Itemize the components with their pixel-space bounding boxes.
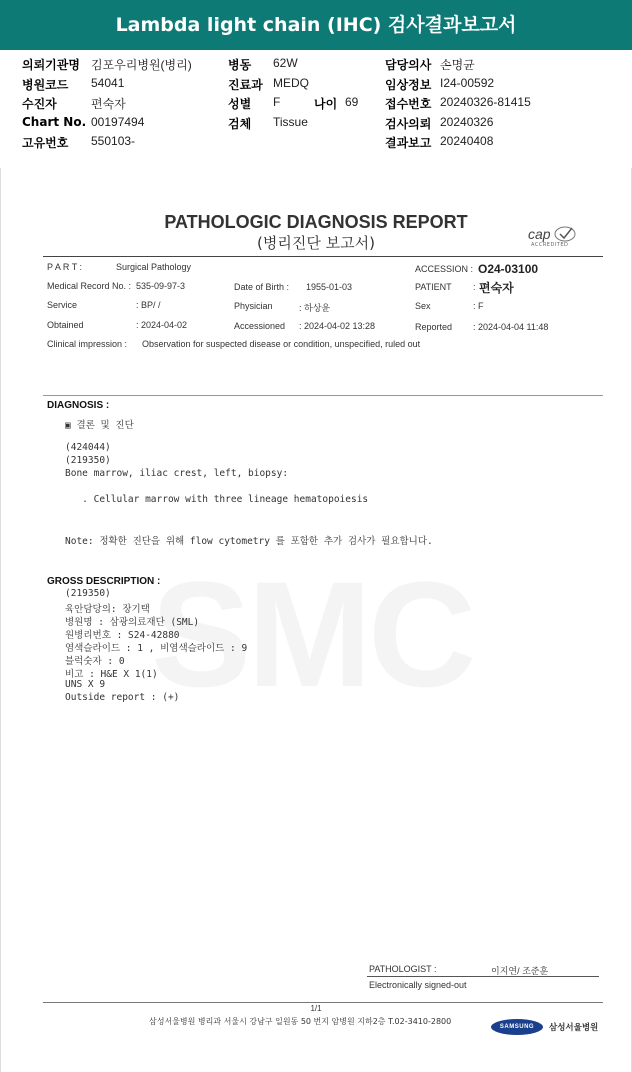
gross-line: Outside report : (+) bbox=[65, 692, 180, 703]
gross-line: 블럭숫자 : 0 bbox=[65, 656, 125, 667]
physician-label: Physician bbox=[234, 301, 273, 311]
info-value: 550103- bbox=[91, 134, 136, 148]
info-value: 20240326 bbox=[440, 115, 494, 129]
info-label: Chart No. bbox=[22, 115, 87, 129]
report-document bbox=[0, 168, 632, 1072]
info-value: 김포우리병원(병리) bbox=[91, 58, 192, 72]
patient-colon: : bbox=[473, 282, 476, 292]
info-row bbox=[0, 76, 632, 94]
clinical-impression-value: Observation for suspected disease or condition, unspecified, ruled out bbox=[142, 339, 421, 349]
info-value: 62W bbox=[273, 56, 298, 70]
info-value: 54041 bbox=[91, 76, 125, 90]
info-value: 편숙자 bbox=[91, 97, 126, 111]
info-value: I24-00592 bbox=[440, 76, 495, 90]
info-label: 진료과 bbox=[228, 78, 263, 92]
cap-check-icon bbox=[554, 226, 576, 242]
info-label: 임상정보 bbox=[385, 78, 432, 92]
info-label: 성별 bbox=[228, 97, 252, 111]
accessioned-value: : 2024-04-02 13:28 bbox=[299, 321, 376, 331]
service-label: Service bbox=[47, 300, 78, 310]
signed-out-text: Electronically signed-out bbox=[369, 980, 467, 990]
sex-value: : F bbox=[473, 301, 484, 311]
age-label: 나이 bbox=[314, 97, 338, 111]
dob-value: 1955-01-03 bbox=[306, 282, 353, 292]
page-number: 1/1 bbox=[310, 1004, 322, 1013]
info-label: 병동 bbox=[228, 58, 252, 72]
dob-label: Date of Birth : bbox=[234, 282, 290, 292]
part-value: Surgical Pathology bbox=[116, 262, 192, 272]
accessioned-label: Accessioned bbox=[234, 321, 286, 331]
info-value: 00197494 bbox=[91, 115, 145, 129]
info-value: F bbox=[273, 95, 281, 109]
info-label: 수진자 bbox=[22, 97, 57, 111]
reported-value: : 2024-04-04 11:48 bbox=[473, 322, 549, 332]
service-value: : BP/ / bbox=[136, 300, 161, 310]
info-label: 검체 bbox=[228, 117, 252, 131]
info-value: 손명균 bbox=[440, 58, 475, 72]
samsung-logo: SAMSUNG bbox=[491, 1019, 543, 1035]
patient-info-panel bbox=[0, 50, 632, 168]
part-label: P A R T : bbox=[47, 262, 83, 272]
gross-line: 염색슬라이드 : 1 , 비염색슬라이드 : 9 bbox=[65, 643, 248, 654]
mrn-label: Medical Record No. : bbox=[47, 281, 132, 291]
diagnosis-line: Bone marrow, iliac crest, left, biopsy: bbox=[65, 468, 289, 479]
info-value: Tissue bbox=[273, 115, 308, 129]
info-label: 고유번호 bbox=[22, 136, 69, 150]
report-banner-title: Lambda light chain (IHC) 검사결과보고서 bbox=[0, 0, 632, 50]
report-subtitle: (병리진단 보고서) bbox=[257, 234, 375, 252]
info-label: 접수번호 bbox=[385, 97, 432, 111]
diagnosis-line: (424044) bbox=[65, 442, 111, 453]
info-value: 20240326-81415 bbox=[440, 95, 531, 109]
gross-line: UNS X 9 bbox=[65, 679, 106, 690]
info-row bbox=[0, 56, 632, 74]
obtained-label: Obtained bbox=[47, 320, 84, 330]
clinical-impression-label: Clinical impression : bbox=[47, 339, 128, 349]
info-value: 20240408 bbox=[440, 134, 494, 148]
pathologist-value: 이지연/ 조준훈 bbox=[491, 966, 549, 976]
gross-line: 병원명 : 삼광의료재단 (SML) bbox=[65, 617, 200, 628]
diagnosis-divider bbox=[43, 395, 603, 396]
cap-accredited-logo bbox=[528, 226, 578, 250]
gross-line: 육안담당의: 장기택 bbox=[65, 604, 150, 615]
diagnosis-line: ▣ 결론 및 진단 bbox=[65, 420, 134, 431]
diagnosis-heading: DIAGNOSIS : bbox=[47, 400, 110, 411]
gross-line: (219350) bbox=[65, 588, 111, 599]
info-label: 의뢰기관명 bbox=[22, 58, 80, 72]
age-value: 69 bbox=[345, 95, 359, 109]
header-divider bbox=[43, 256, 603, 257]
gross-line: 비고 : H&E X 1(1) bbox=[65, 669, 158, 680]
gross-description-heading: GROSS DESCRIPTION : bbox=[47, 576, 161, 587]
reported-label: Reported bbox=[415, 322, 453, 332]
hospital-address: 삼성서울병원 병리과 서울시 강남구 일원동 50 번지 암병원 지하2층 T.02-3410-2800 bbox=[149, 1017, 452, 1026]
info-value: MEDQ bbox=[273, 76, 309, 90]
footer-divider bbox=[43, 1002, 603, 1003]
obtained-value: : 2024-04-02 bbox=[136, 320, 188, 330]
cap-logo-text: cap bbox=[528, 226, 551, 242]
diagnosis-line: . Cellular marrow with three lineage hematopoiesis bbox=[65, 494, 369, 505]
info-row bbox=[0, 134, 632, 152]
signature-divider bbox=[367, 976, 599, 977]
accession-value: O24-03100 bbox=[478, 262, 539, 276]
diagnosis-note: Note: 정확한 진단을 위해 flow cytometry 를 포함한 추가 검사가 필요합니다. bbox=[65, 536, 433, 547]
sex-label: Sex bbox=[415, 301, 431, 311]
physician-value: : 하상윤 bbox=[299, 303, 331, 313]
report-title: PATHOLOGIC DIAGNOSIS REPORT bbox=[164, 212, 468, 232]
info-label: 결과보고 bbox=[385, 136, 432, 150]
info-label: 병원코드 bbox=[22, 78, 69, 92]
watermark bbox=[151, 548, 472, 721]
patient-label: PATIENT bbox=[415, 282, 452, 292]
hospital-logo-text: 삼성서울병원 bbox=[549, 1023, 599, 1033]
accession-label: ACCESSION : bbox=[415, 264, 474, 274]
diagnosis-line: (219350) bbox=[65, 455, 111, 466]
mrn-value: 535-09-97-3 bbox=[136, 281, 186, 291]
gross-line: 원병리번호 : S24-42880 bbox=[65, 630, 180, 641]
info-label: 검사의뢰 bbox=[385, 117, 432, 131]
cap-sub-text: ACCREDITED bbox=[531, 242, 569, 248]
patient-value: 편숙자 bbox=[479, 281, 514, 295]
info-label: 담당의사 bbox=[385, 58, 432, 72]
info-row bbox=[0, 95, 632, 113]
info-row bbox=[0, 115, 632, 133]
pathologist-label: PATHOLOGIST : bbox=[369, 964, 437, 974]
